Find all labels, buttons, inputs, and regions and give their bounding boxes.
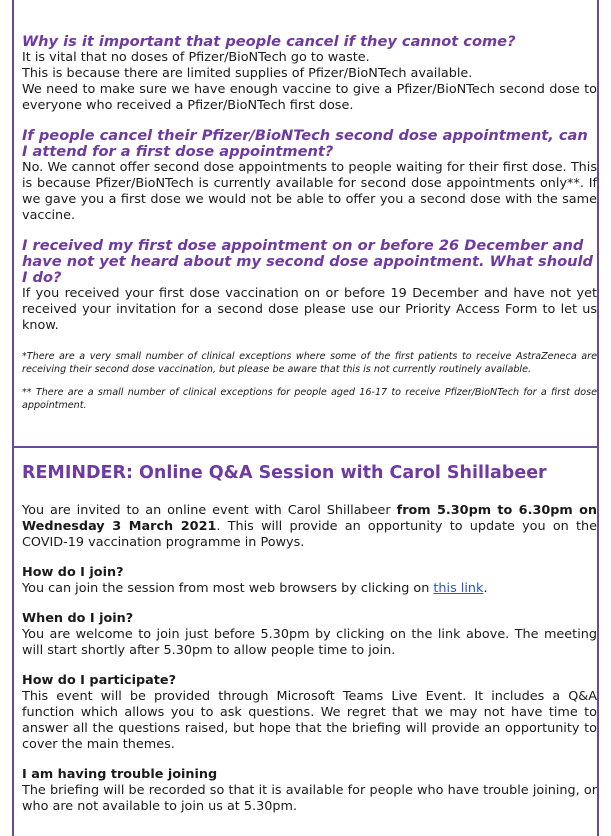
faq-answer-1-line-2: This is because there are limited supplies of Pfizer/BioNTech available. <box>22 66 473 81</box>
participate-text: This event will be provided through Microsoft Teams Live Event. It includes a Q&A function which allows you to ask questions. We regret that we may not have time to answer all the questions raised, but hope that the briefing will provide an opportunity to cover the main themes. <box>22 689 597 752</box>
faq-answer-1-line-1: It is vital that no doses of Pfizer/BioNTech go to waste. <box>22 50 370 65</box>
reminder-title: REMINDER: Online Q&A Session with Carol Shillabeer <box>22 463 547 483</box>
reminder-intro: You are invited to an online event with Carol Shillabeer from 5.30pm to 6.30pm on Wednesday 3 March 2021. This will provide an opportunity to update you on the COVID-19 vaccination programme in Powys. <box>22 503 597 550</box>
reminder-panel <box>12 448 599 836</box>
faq-answer-1-line-3: We need to make sure we have enough vaccine to give a Pfizer/BioNTech second dose to everyone who received a Pfizer/BioNTech first dose. <box>22 82 597 113</box>
faq-question-3: I received my first dose appointment on or before 26 December and have not yet heard about my second dose appointment. What should I do? <box>22 237 593 286</box>
faq-question-2: If people cancel their Pfizer/BioNTech second dose appointment, can I attend for a first dose appointment? <box>22 127 588 160</box>
participate-heading: How do I participate? <box>22 673 176 688</box>
trouble-text: The briefing will be recorded so that it is available for people who have trouble joining, or who are not available to join us at 5.30pm. <box>22 783 597 814</box>
join-link[interactable]: this link <box>433 581 484 596</box>
join-text: You can join the session from most web browsers by clicking on this link. <box>22 581 488 596</box>
footnote-2: ** There are a small number of clinical exceptions for people aged 16-17 to receive Pfizer/BioNTech for a first dose appointment. <box>22 387 597 411</box>
faq-question-1: Why is it important that people cancel if they cannot come? <box>22 33 516 50</box>
when-text: You are welcome to join just before 5.30pm by clicking on the link above. The meeting will start shortly after 5.30pm to allow people time to join. <box>22 627 597 658</box>
faq-answer-2: No. We cannot offer second dose appointments to people waiting for their first dose. This is because Pfizer/BioNTech is currently available for second dose appointments only**. If we gave you a first dose we would not be able to offer you a second dose with the same vaccine. <box>22 160 597 223</box>
event-time: from 5.30pm to 6.30pm on Wednesday 3 March 2021 <box>22 503 597 534</box>
faq-panel <box>12 0 599 448</box>
when-heading: When do I join? <box>22 611 134 626</box>
join-heading: How do I join? <box>22 565 124 580</box>
faq-answer-3: If you received your first dose vaccination on or before 19 December and have not yet received your invitation for a second dose please use our Priority Access Form to let us know. <box>22 286 597 333</box>
footnote-1: *There are a very small number of clinical exceptions where some of the first patients to receive AstraZeneca are receiving their second dose vaccination, but please be aware that this is not currently routinely available. <box>22 351 597 375</box>
trouble-heading: I am having trouble joining <box>22 767 218 782</box>
